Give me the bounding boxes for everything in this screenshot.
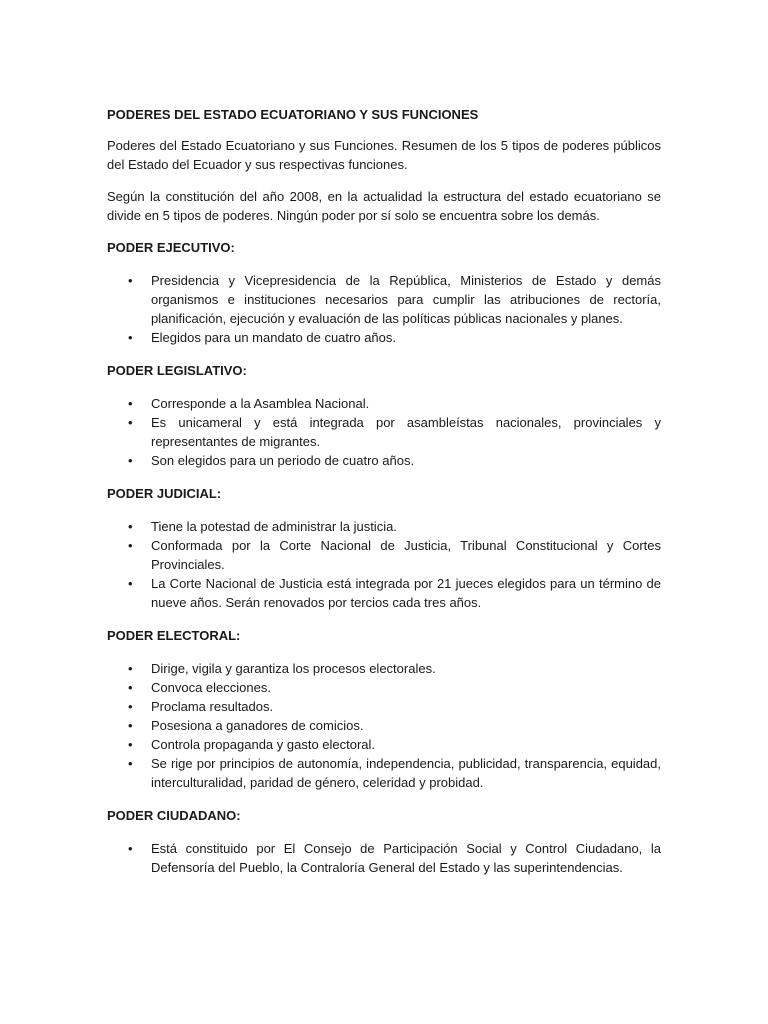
list-item-text: Tiene la potestad de administrar la justicia. (151, 519, 397, 534)
bullet-list (107, 659, 661, 792)
bullet-icon: • (128, 576, 133, 591)
bullet-icon: • (128, 396, 133, 411)
list-item-text: La Corte Nacional de Justicia está integrada por 21 jueces elegidos para un término de nueve años. Serán renovados por tercios cada tres años. (151, 576, 661, 610)
sections-container (107, 238, 661, 877)
intro-paragraph-1: Poderes del Estado Ecuatoriano y sus Funciones. Resumen de los 5 tipos de poderes públicos del Estado del Ecuador y sus respectivas funciones. (107, 138, 661, 172)
list-item (107, 328, 661, 347)
section-heading: PODER ELECTORAL: (107, 628, 241, 643)
list-item (107, 697, 661, 716)
section-heading: PODER EJECUTIVO: (107, 240, 235, 255)
bullet-icon: • (128, 415, 133, 430)
list-item (107, 536, 661, 574)
bullet-list (107, 517, 661, 612)
list-item-text: Dirige, vigila y garantiza los procesos electorales. (151, 661, 436, 676)
list-item (107, 659, 661, 678)
bullet-icon: • (128, 718, 133, 733)
list-item (107, 413, 661, 451)
bullet-icon: • (128, 841, 133, 856)
bullet-icon: • (128, 756, 133, 771)
list-item-text: Conformada por la Corte Nacional de Justicia, Tribunal Constitucional y Cortes Provinciales. (151, 538, 661, 572)
list-item (107, 394, 661, 413)
list-item (107, 517, 661, 536)
list-item (107, 754, 661, 792)
list-item-text: Proclama resultados. (151, 699, 274, 714)
bullet-icon: • (128, 737, 133, 752)
list-item-text: Se rige por principios de autonomía, independencia, publicidad, transparencia, equidad, interculturalidad, paridad de género, celeridad y probidad. (151, 756, 661, 790)
list-item (107, 678, 661, 697)
section-heading: PODER LEGISLATIVO: (107, 363, 247, 378)
bullet-icon: • (128, 453, 133, 468)
list-item (107, 839, 661, 877)
list-item-text: Son elegidos para un periodo de cuatro años. (151, 453, 415, 468)
bullet-icon: • (128, 538, 133, 553)
bullet-icon: • (128, 519, 133, 534)
bullet-icon: • (128, 680, 133, 695)
list-item (107, 735, 661, 754)
bullet-list (107, 271, 661, 347)
list-item-text: Elegidos para un mandato de cuatro años. (151, 330, 397, 345)
list-item-text: Es unicameral y está integrada por asambleístas nacionales, provinciales y representantes de migrantes. (151, 415, 661, 449)
section-heading: PODER JUDICIAL: (107, 486, 222, 501)
bullet-icon: • (128, 699, 133, 714)
document-page (107, 105, 661, 891)
list-item-text: Presidencia y Vicepresidencia de la República, Ministerios de Estado y demás organismos e instituciones necesarios para cumplir las atribuciones de rectoría, planificación, ejecución y evaluación de las políticas públicas nacionales y planes. (151, 273, 661, 326)
list-item-text: Convoca elecciones. (151, 680, 271, 695)
document-title: PODERES DEL ESTADO ECUATORIANO Y SUS FUNCIONES (107, 107, 479, 122)
bullet-list (107, 839, 661, 877)
list-item-text: Posesiona a ganadores de comicios. (151, 718, 364, 733)
bullet-icon: • (128, 330, 133, 345)
bullet-icon: • (128, 661, 133, 676)
list-item-text: Controla propaganda y gasto electoral. (151, 737, 376, 752)
list-item (107, 271, 661, 328)
list-item (107, 574, 661, 612)
list-item-text: Corresponde a la Asamblea Nacional. (151, 396, 370, 411)
bullet-list (107, 394, 661, 470)
list-item (107, 716, 661, 735)
list-item-text: Está constituido por El Consejo de Participación Social y Control Ciudadano, la Defensoría del Pueblo, la Contraloría General del Estado y las superintendencias. (151, 841, 661, 875)
list-item (107, 451, 661, 470)
intro-paragraph-2: Según la constitución del año 2008, en la actualidad la estructura del estado ecuatoriano se divide en 5 tipos de poderes. Ningún poder por sí solo se encuentra sobre los demás. (107, 189, 661, 223)
bullet-icon: • (128, 273, 133, 288)
section-heading: PODER CIUDADANO: (107, 808, 241, 823)
